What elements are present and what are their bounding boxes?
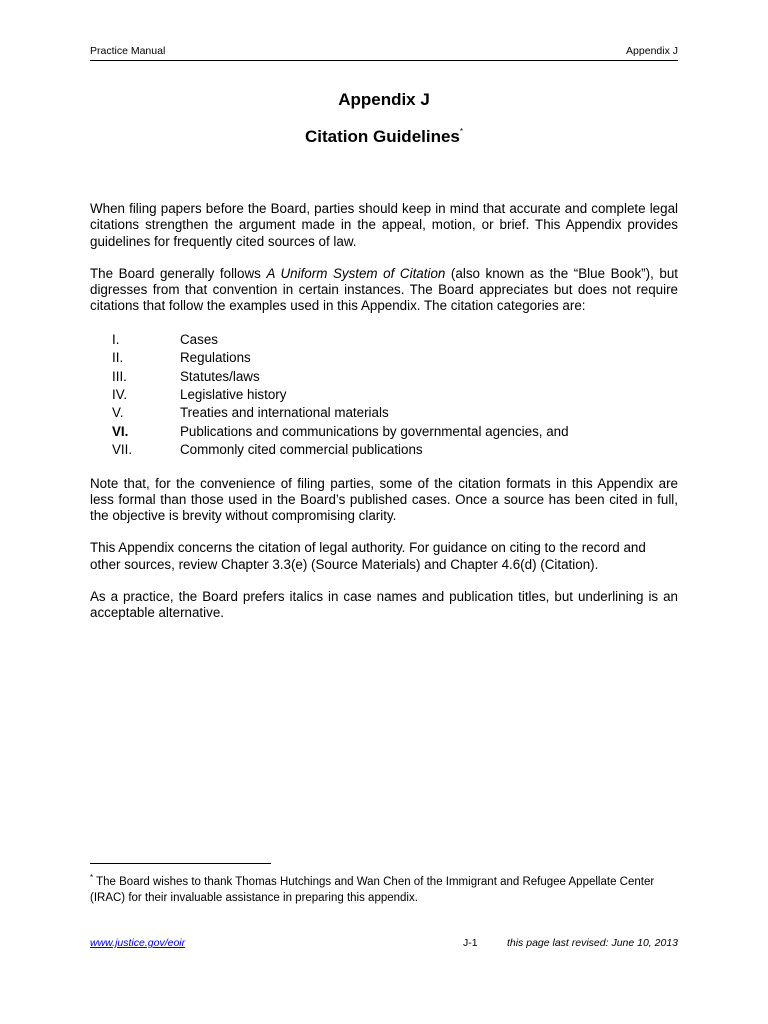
header-right: Appendix J	[626, 45, 678, 57]
list-text: Publications and communications by governmental agencies, and	[180, 423, 569, 439]
page-number: J-1	[463, 937, 478, 949]
paragraph-5: As a practice, the Board prefers italics in case names and publication titles, but underlining is an acceptable alternative.	[90, 589, 678, 621]
list-item	[90, 386, 678, 404]
list-num: V.	[112, 405, 124, 421]
list-item	[90, 349, 678, 367]
header-left: Practice Manual	[90, 45, 166, 57]
list-item	[90, 423, 678, 441]
subtitle-text: Citation Guidelines	[304, 127, 460, 146]
list-text: Statutes/laws	[180, 368, 260, 384]
list-text: Commonly cited commercial publications	[180, 442, 423, 458]
footnote	[90, 870, 678, 906]
citation-categories-list	[90, 331, 678, 460]
page-header	[90, 44, 678, 61]
list-text: Cases	[180, 331, 218, 347]
paragraph-2	[90, 266, 678, 315]
p2-post: (also known as the “Blue Book”), but digresses from that convention in certain instances. The Board appreciates but does not require citations that follow the examples used in this Appendix. The citation categories are:	[90, 265, 678, 314]
list-item	[90, 368, 678, 386]
list-text: Regulations	[180, 350, 251, 366]
website-link[interactable]: www.justice.gov/eoir	[90, 937, 186, 949]
paragraph-1: When filing papers before the Board, parties should keep in mind that accurate and complete legal citations strengthen the argument made in the appeal, motion, or brief. This Appendix provides guidelines for frequently cited sources of law.	[90, 201, 678, 249]
list-num: I.	[112, 331, 120, 347]
list-num: IV.	[112, 386, 128, 402]
list-item	[90, 441, 678, 459]
list-num: III.	[112, 368, 127, 384]
list-text: Treaties and international materials	[180, 405, 389, 421]
revision-date: this page last revised: June 10, 2013	[506, 937, 678, 949]
title-footnote-marker: *	[459, 127, 464, 136]
appendix-title: Appendix J	[338, 90, 430, 109]
body-text	[90, 201, 678, 638]
p2-pre: The Board generally follows	[90, 265, 267, 281]
list-num: VII.	[112, 442, 133, 458]
list-num: VI.	[112, 423, 129, 439]
paragraph-4: This Appendix concerns the citation of legal authority. For guidance on citing to the record and other sources, review Chapter 3.3(e) (Source Materials) and Chapter 4.6(d) (Citation).	[90, 540, 646, 572]
page-footer	[90, 936, 678, 950]
appendix-subtitle	[0, 127, 768, 147]
list-text: Legislative history	[180, 386, 287, 402]
footnote-divider	[90, 863, 271, 864]
footnote-text: The Board wishes to thank Thomas Hutchings and Wan Chen of the Immigrant and Refugee Appellate Center (IRAC) for their invaluable assistance in preparing this appendix.	[90, 876, 655, 904]
footnote-marker: *	[90, 873, 94, 882]
list-num: II.	[112, 350, 124, 366]
list-item	[90, 331, 678, 349]
list-item	[90, 404, 678, 422]
paragraph-3: Note that, for the convenience of filing parties, some of the citation formats in this Appendix are less formal than those used in the Board’s published cases. Once a source has been cited in full, the objective is brevity without compromising clarity.	[90, 475, 678, 524]
p2-italic-title: A Uniform System of Citation	[266, 265, 446, 281]
